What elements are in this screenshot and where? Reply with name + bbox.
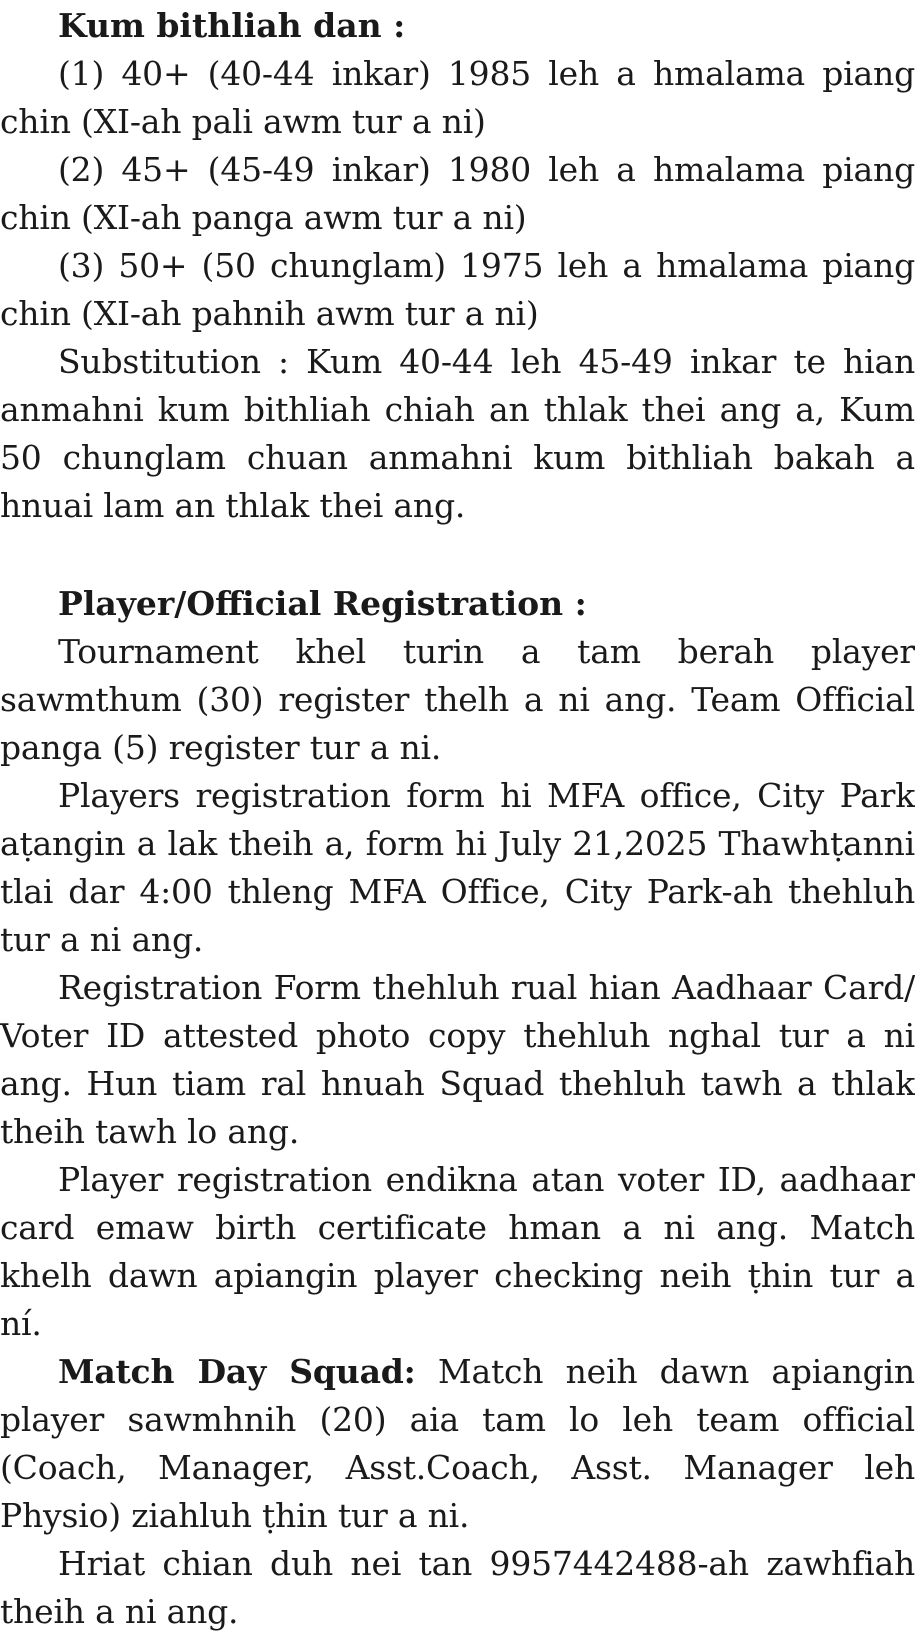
match-day-squad-label: Match Day Squad:: [58, 1352, 416, 1391]
age-category-item-1: (1) 40+ (40-44 inkar) 1985 leh a hmalama piang chin (XI-ah pali awm tur a ni): [0, 54, 915, 141]
registration-paragraph-4: Player registration endikna atan voter ID, aadhaar card emaw birth certificate hman a ni ang. Match khelh dawn apiangin player checking neih ṭhin tur a ní.: [0, 1160, 915, 1343]
match-day-squad-paragraph: [0, 1348, 915, 1540]
substitution-paragraph: Substitution : Kum 40-44 leh 45-49 inkar te hian anmahni kum bithliah chiah an thlak thei ang a, Kum 50 chunglam chuan anmahni kum bithliah bakah a hnuai lam an thlak thei ang.: [0, 342, 915, 525]
registration-paragraph-3: Registration Form thehluh rual hian Aadhaar Card/ Voter ID attested photo copy thehluh nghal tur a ni ang. Hun tiam ral hnuah Squad thehluh tawh a thlak theih tawh lo ang.: [0, 968, 915, 1151]
age-category-section: [0, 2, 915, 530]
registration-heading: Player/Official Registration :: [58, 584, 587, 623]
age-category-heading: Kum bithliah dan :: [58, 6, 406, 45]
section-spacer: [0, 530, 915, 580]
contact-paragraph: Hriat chian duh nei tan 9957442488-ah zawhfiah theih a ni ang.: [0, 1544, 915, 1631]
age-category-item-3: (3) 50+ (50 chunglam) 1975 leh a hmalama piang chin (XI-ah pahnih awm tur a ni): [0, 246, 915, 333]
registration-paragraph-1: Tournament khel turin a tam berah player sawmthum (30) register thelh a ni ang. Team Official panga (5) register tur a ni.: [0, 632, 915, 767]
match-day-squad-text: Match neih dawn apiangin player sawmhnih (20) aia tam lo leh team official (Coach, Manager, Asst.Coach, Asst. Manager leh Physio) ziahluh ṭhin tur a ni.: [0, 1352, 915, 1535]
registration-section: [0, 580, 915, 1636]
registration-paragraph-2: Players registration form hi MFA office, City Park aṭangin a lak theih a, form hi July 21,2025 Thawhṭanni tlai dar 4:00 thleng MFA Office, City Park-ah thehluh tur a ni ang.: [0, 776, 915, 959]
age-category-item-2: (2) 45+ (45-49 inkar) 1980 leh a hmalama piang chin (XI-ah panga awm tur a ni): [0, 150, 915, 237]
